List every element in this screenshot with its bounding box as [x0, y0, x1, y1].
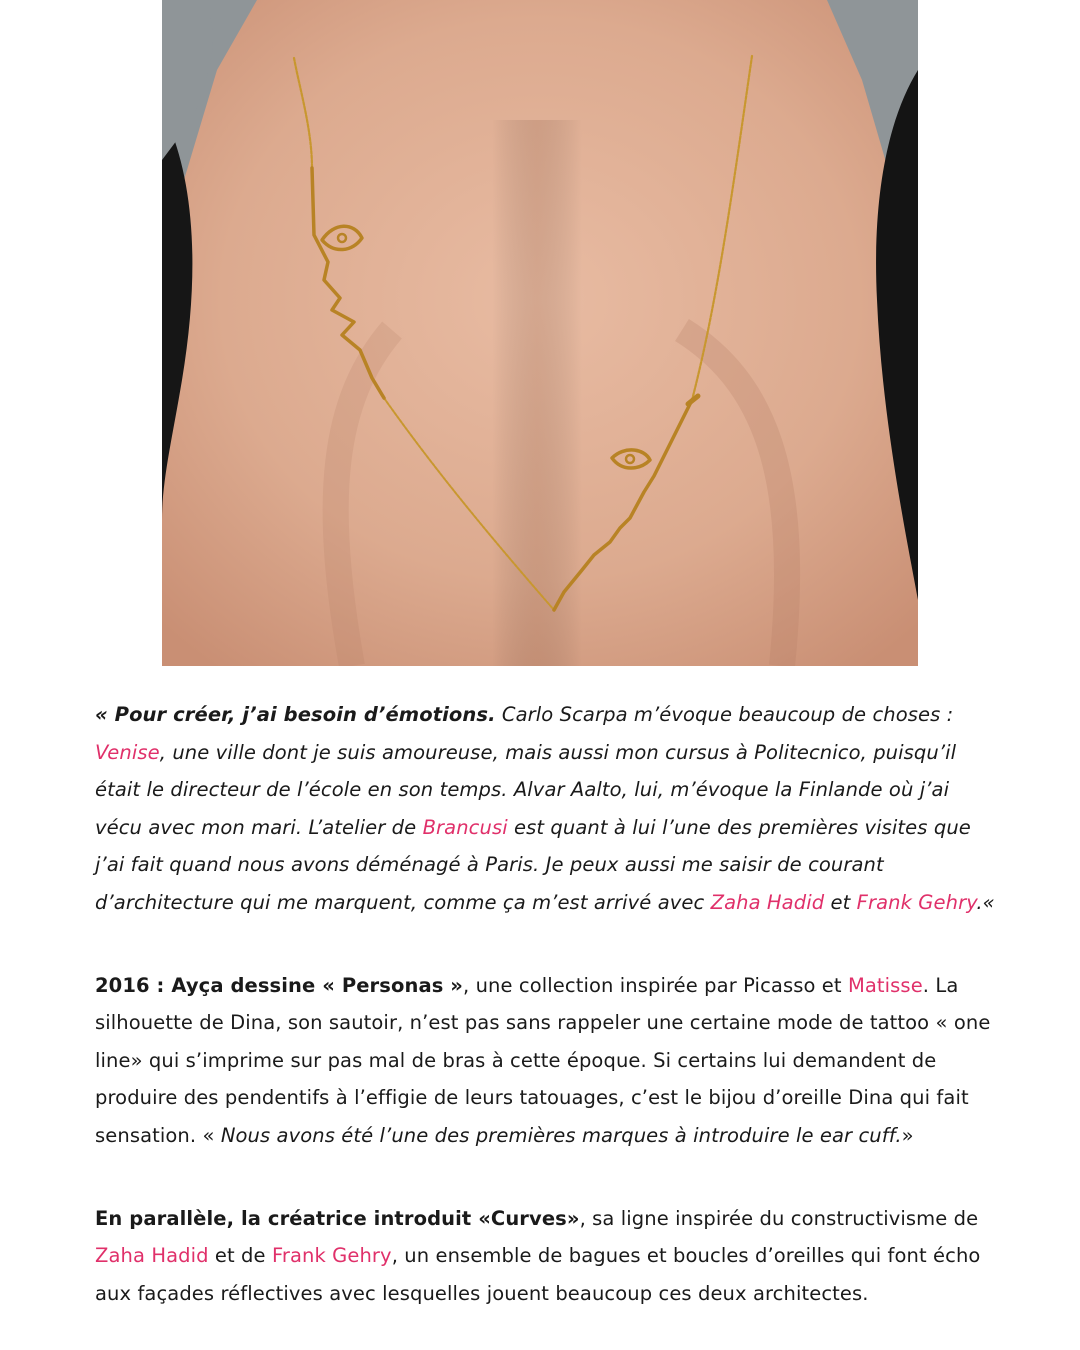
- text-run: est quant à lui l’une des premières visites que j’ai fait quand nous avons déménagé à Paris. Je peux aussi me saisir de courant d’architecture qui me marquent, comme ça m’est arrivé avec: [95, 815, 971, 914]
- link-matisse[interactable]: Matisse: [847, 973, 923, 997]
- paragraph-lead: 2016 : Ayça dessine « Personas »: [95, 973, 463, 997]
- quote-lead: Pour créer, j’ai besoin d’émotions.: [114, 703, 496, 726]
- paragraph-lead: En parallèle, la créatrice introduit «Curves»: [95, 1206, 580, 1230]
- necklace-back-illustration: [162, 0, 918, 666]
- text-run: , sa ligne inspirée du constructivisme de: [579, 1206, 979, 1230]
- article-body: [95, 696, 995, 1312]
- personas-paragraph: [95, 967, 995, 1155]
- text-run: .«: [976, 890, 995, 914]
- link-venise[interactable]: Venise: [95, 740, 160, 764]
- ear-cuff-quote: Nous avons été l’une des premières marques à introduire le ear cuff.: [220, 1123, 902, 1147]
- link-brancusi[interactable]: Brancusi: [422, 815, 508, 839]
- quote-open: «: [95, 703, 115, 726]
- link-zaha-hadid[interactable]: Zaha Hadid: [710, 890, 825, 914]
- text-run: , un ensemble de bagues et boucles d’oreilles qui font écho aux façades réflectives avec lesquelles jouent beaucoup ces deux architectes.: [95, 1244, 981, 1305]
- text-run: , une collection inspirée par Picasso et: [463, 973, 848, 997]
- text-run: . La silhouette de Dina, son sautoir, n’est pas sans rappeler une certaine mode de tattoo « one line» qui s’imprime sur pas mal de bras à cette époque. Si certains lui demandent de produire des pendentifs à l’effigie de leurs tatouages, c’est le bijou d’oreille Dina qui fait sensation. «: [95, 973, 991, 1147]
- text-run: »: [901, 1123, 914, 1147]
- article-photo: [162, 0, 918, 666]
- text-run: Carlo Scarpa m’évoque beaucoup de choses :: [495, 703, 954, 726]
- link-frank-gehry[interactable]: Frank Gehry: [856, 890, 977, 914]
- text-run: et de: [208, 1244, 272, 1268]
- text-run: et: [824, 890, 857, 914]
- curves-paragraph: [95, 1200, 995, 1313]
- quote-paragraph: [95, 696, 995, 922]
- link-frank-gehry[interactable]: Frank Gehry: [271, 1244, 392, 1268]
- text-run: , une ville dont je suis amoureuse, mais aussi mon cursus à Politecnico, puisqu’il était le directeur de l’école en son temps. Alvar Aalto, lui, m’évoque la Finlande où j’ai vécu avec mon mari. L’atelier de: [95, 740, 957, 839]
- link-zaha-hadid[interactable]: Zaha Hadid: [95, 1244, 209, 1268]
